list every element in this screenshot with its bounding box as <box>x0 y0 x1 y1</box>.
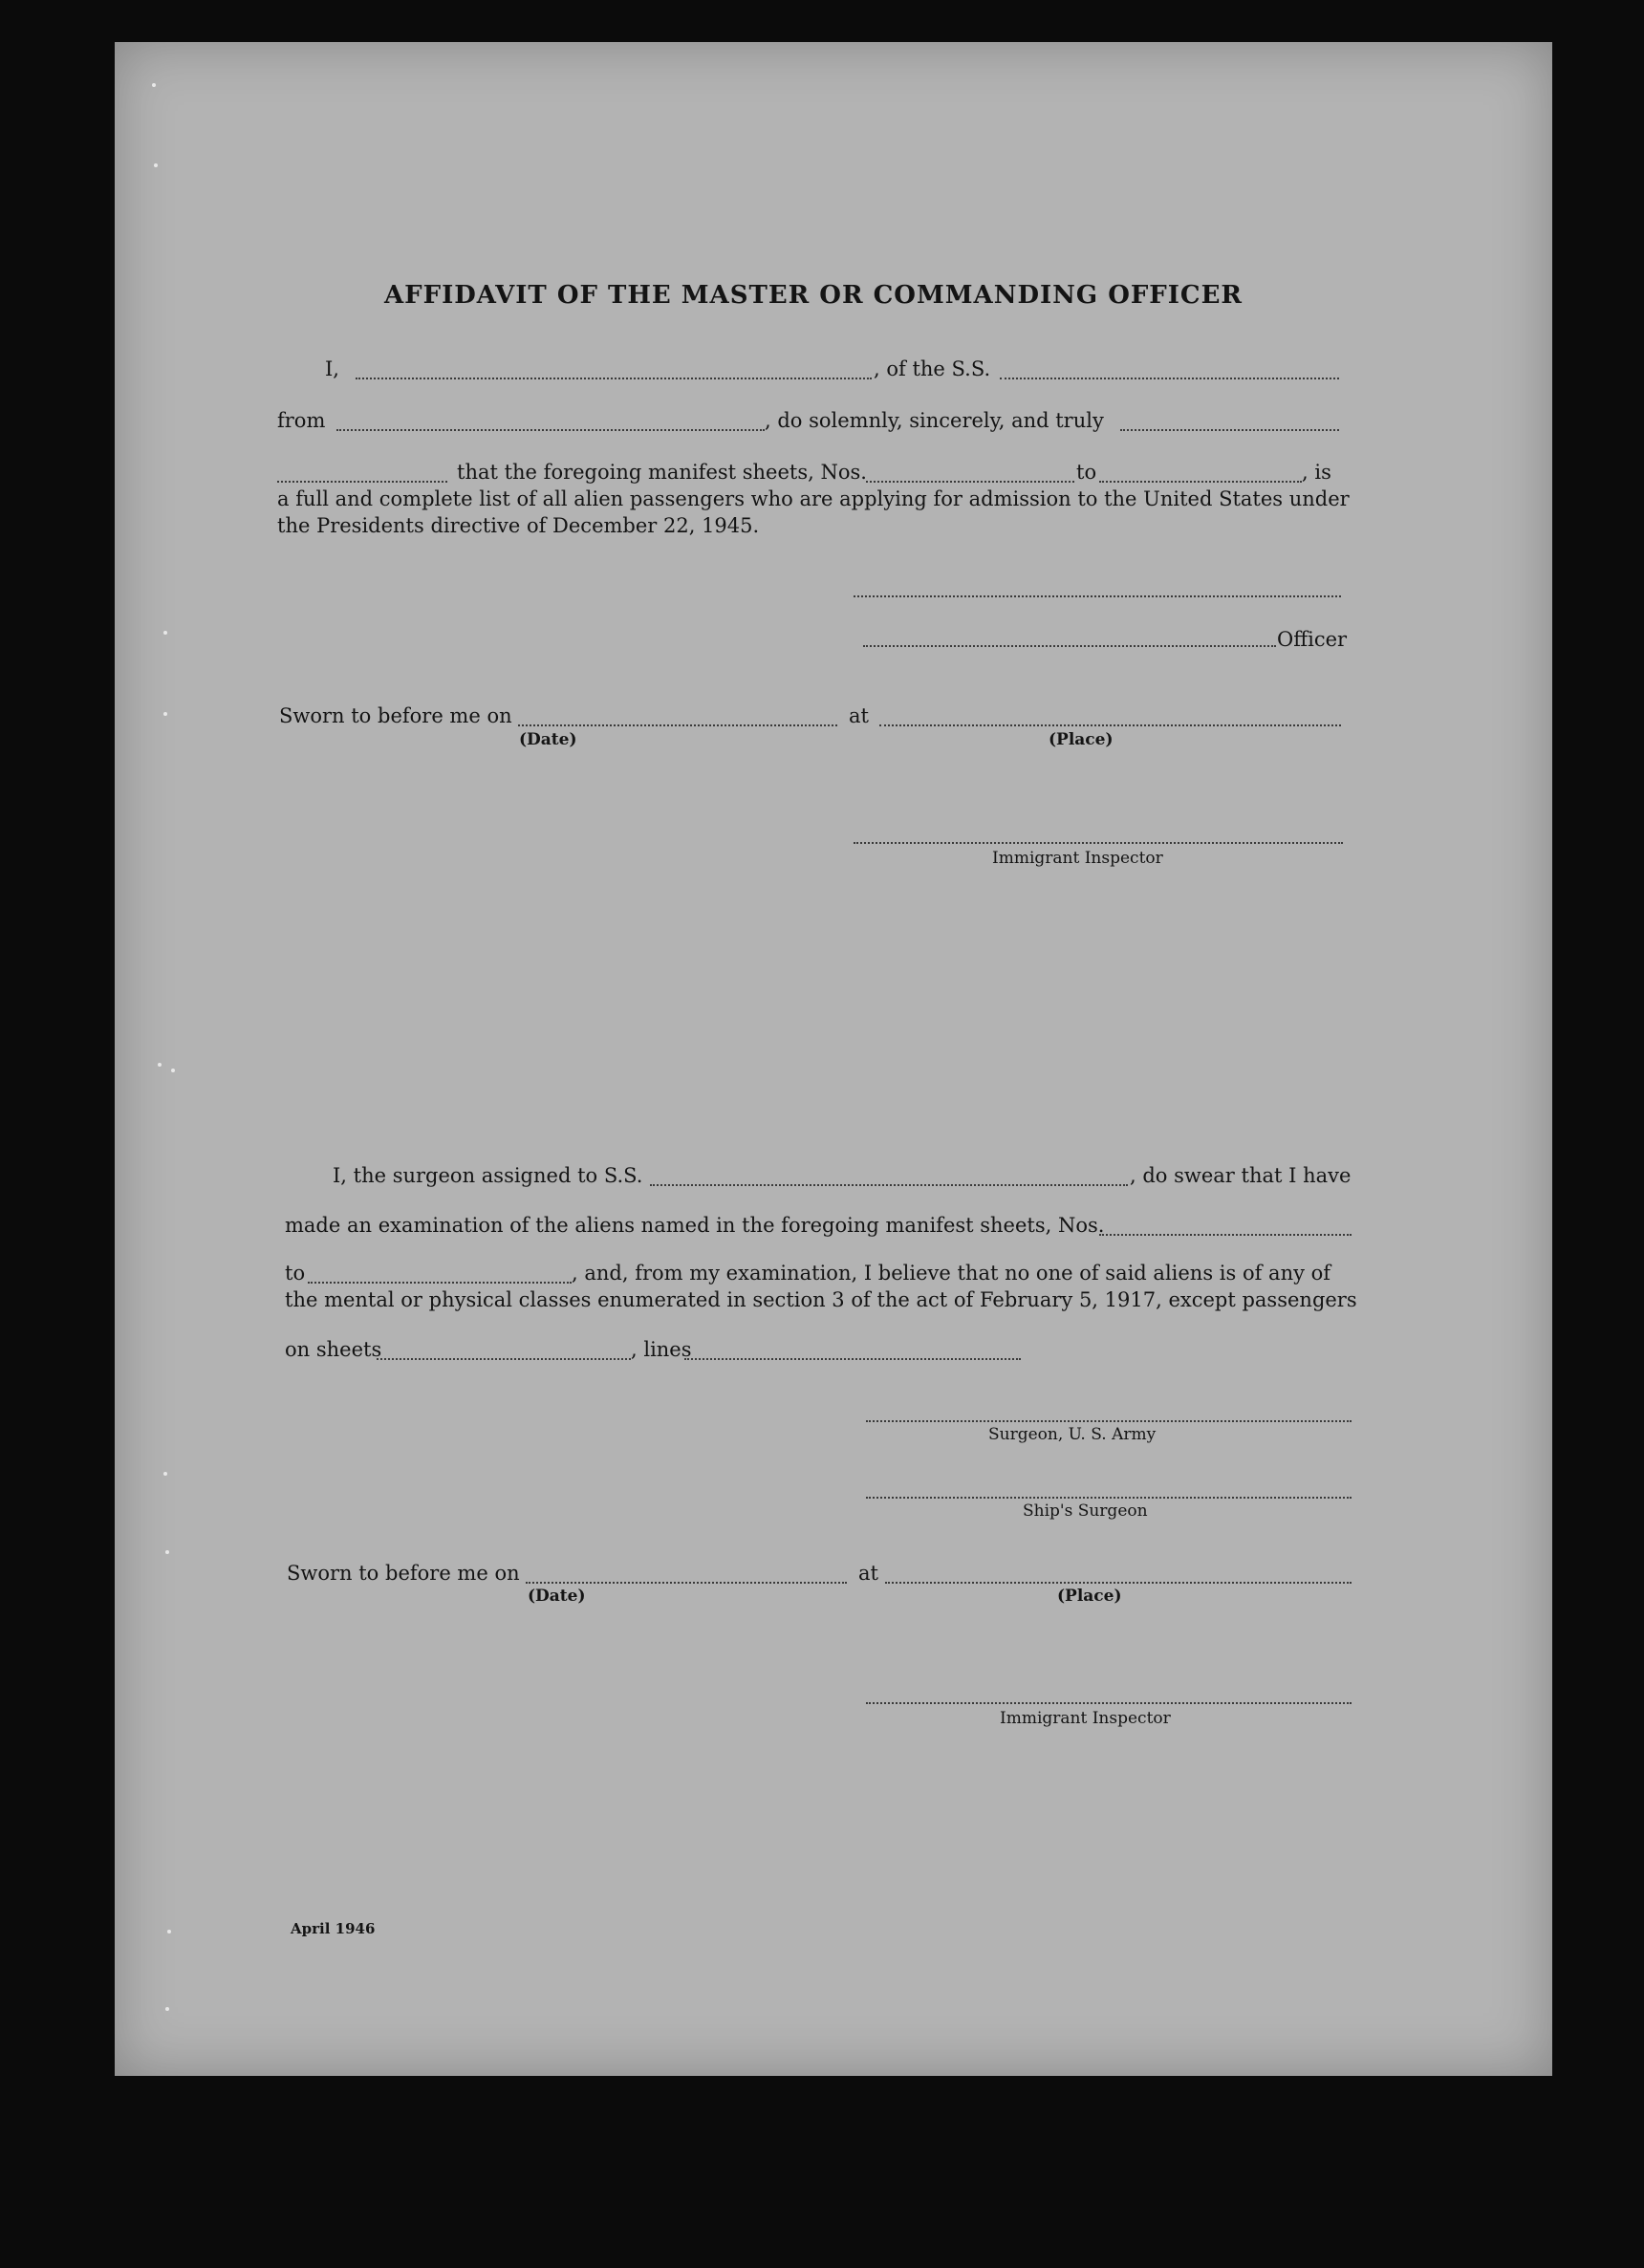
master-inspector-label: Immigrant Inspector <box>992 849 1163 868</box>
surgeon-line5-prefix: on sheets <box>285 1338 382 1361</box>
surgeon-line1-prefix: I, the surgeon assigned to S.S. <box>333 1164 643 1187</box>
master-sworn-prefix: Sworn to before me on <box>279 704 512 727</box>
sheet-to-field[interactable] <box>1099 481 1302 483</box>
surgeon-line1-end: , do swear that I have <box>1130 1164 1352 1187</box>
surgeon-inspector-label: Immigrant Inspector <box>1000 1709 1171 1728</box>
surgeon-line3-mid: , and, from my examination, I believe that no one of said aliens is of any of <box>572 1262 1331 1285</box>
master-name-field[interactable] <box>356 378 872 379</box>
affidavit-line3-to: to <box>1076 461 1097 484</box>
scan-speck <box>152 83 156 87</box>
master-sworn-at: at <box>849 704 869 727</box>
surgeon-sworn-place-field[interactable] <box>885 1582 1352 1584</box>
surgeon-sheet-to-field[interactable] <box>308 1282 572 1284</box>
officer-signature-field[interactable] <box>863 645 1276 647</box>
surgeon-place-label: (Place) <box>1057 1587 1122 1606</box>
ship-surgeon-signature-field[interactable] <box>866 1497 1352 1499</box>
surgeon-date-label: (Date) <box>528 1587 586 1606</box>
ship-name-field[interactable] <box>1000 378 1339 379</box>
affidavit-line4: a full and complete list of all alien passengers who are applying for admission to the United States under <box>277 487 1350 510</box>
surgeon-line2: made an examination of the aliens named in the foregoing manifest sheets, Nos. <box>285 1214 1105 1237</box>
master-sworn-date-field[interactable] <box>518 724 837 726</box>
army-surgeon-label: Surgeon, U. S. Army <box>988 1425 1157 1444</box>
affidavit-line2-prefix: from <box>277 409 326 432</box>
affidavit-line2-mid: , do solemnly, sincerely, and truly <box>765 409 1104 432</box>
master-sworn-place-field[interactable] <box>879 724 1341 726</box>
exception-lines-field[interactable] <box>684 1358 1021 1360</box>
scan-speck <box>165 2007 169 2011</box>
scan-speck <box>154 163 158 167</box>
surgeon-inspector-signature-field[interactable] <box>866 1702 1352 1704</box>
sheet-from-field[interactable] <box>866 481 1074 483</box>
surgeon-sworn-prefix: Sworn to before me on <box>287 1562 520 1585</box>
master-place-label: (Place) <box>1049 730 1114 749</box>
port-from-field[interactable] <box>336 429 765 431</box>
master-inspector-signature-field[interactable] <box>854 842 1343 844</box>
officer-label: Officer <box>1277 628 1348 651</box>
exception-sheets-field[interactable] <box>377 1358 631 1360</box>
affidavit-line1-prefix: I, <box>325 357 339 380</box>
surgeon-sworn-date-field[interactable] <box>526 1582 847 1584</box>
document-page <box>115 42 1552 2076</box>
scan-speck <box>171 1069 175 1072</box>
ship-surgeon-label: Ship's Surgeon <box>1023 1501 1148 1521</box>
scan-speck <box>165 1550 169 1554</box>
surgeon-sheet-from-field[interactable] <box>1099 1234 1352 1236</box>
affidavit-line3-end: , is <box>1302 461 1331 484</box>
affidavit-line5: the Presidents directive of December 22, 1945. <box>277 514 760 537</box>
scan-speck <box>163 631 167 635</box>
surgeon-ship-field[interactable] <box>650 1184 1128 1186</box>
affidavit-line3-mid: that the foregoing manifest sheets, Nos. <box>457 461 867 484</box>
scan-speck <box>163 1472 167 1476</box>
master-signature-field[interactable] <box>854 595 1341 597</box>
scan-speck <box>167 1930 171 1933</box>
surgeon-sworn-at: at <box>858 1562 878 1585</box>
affidavit-title: AFFIDAVIT OF THE MASTER OR COMMANDING OFFICER <box>384 281 1244 310</box>
surgeon-line5-mid: , lines <box>631 1338 692 1361</box>
army-surgeon-signature-field[interactable] <box>866 1420 1352 1422</box>
master-date-label: (Date) <box>519 730 577 749</box>
affirmation-field[interactable] <box>1120 429 1339 431</box>
surgeon-line4: the mental or physical classes enumerated in section 3 of the act of February 5, 1917, except passengers <box>285 1288 1357 1311</box>
affirmation-continued-field[interactable] <box>277 481 447 483</box>
scan-speck <box>163 712 167 716</box>
affidavit-line1-mid: , of the S.S. <box>874 357 991 380</box>
scan-speck <box>158 1063 162 1067</box>
form-date: April 1946 <box>291 1920 376 1937</box>
surgeon-line3-prefix: to <box>285 1262 306 1285</box>
